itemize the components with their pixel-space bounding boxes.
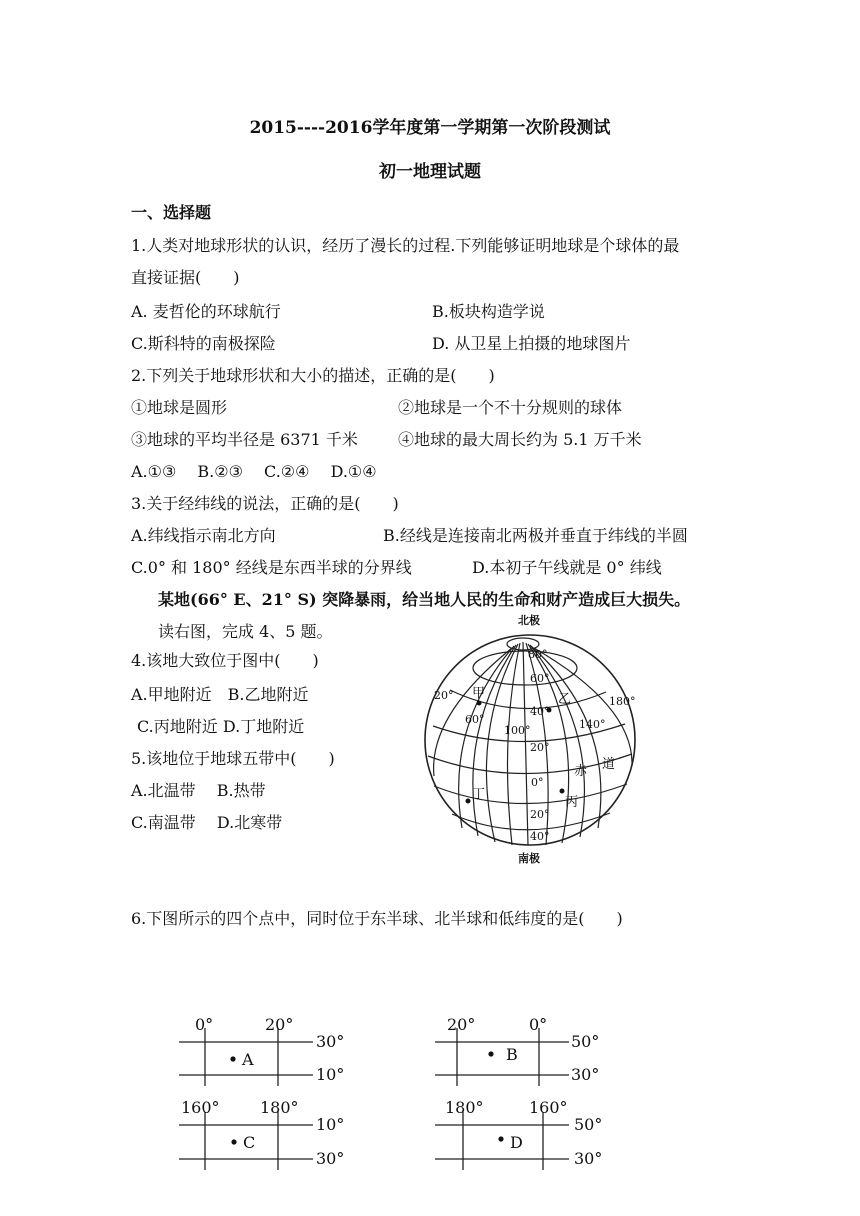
q4-stem: 4.该地大致位于图中( )	[131, 651, 319, 670]
label-lon-140: 140°	[579, 718, 606, 731]
grid-d-point-label: D	[510, 1133, 523, 1152]
grid-c	[175, 1094, 365, 1176]
grid-a-point-label: A	[242, 1050, 254, 1069]
q2-item-1: ①地球是圆形	[131, 398, 228, 417]
grid-b-lon-right-label: 0°	[529, 1015, 548, 1034]
q1-option-a: A. 麦哲伦的环球航行	[131, 302, 281, 321]
q1-option-c: C.斯科特的南极探险	[131, 334, 276, 353]
q1-stem-line1: 1.人类对地球形状的认识，经历了漫长的过程.下列能够证明地球是个球体的最	[131, 236, 680, 255]
q4-options-line2: C.丙地附近 D.丁地附近	[137, 717, 305, 736]
grid-b-lon-left-label: 20°	[447, 1015, 476, 1034]
exam-title: 2015----2016学年度第一学期第一次阶段测试	[249, 118, 611, 138]
q2-options: A.①③ B.②③ C.②④ D.①④	[131, 462, 377, 481]
grid-c-lat-top-label: 10°	[316, 1115, 345, 1134]
globe-figure	[410, 606, 650, 868]
q1-stem-line2: 直接证据( )	[131, 268, 240, 287]
q2-stem: 2.下列关于地球形状和大小的描述，正确的是( )	[131, 366, 495, 385]
label-north-pole: 北极	[518, 614, 540, 627]
label-point-yi: 乙	[558, 692, 572, 707]
grid-a-lat-top-label: 30°	[316, 1032, 345, 1051]
label-lon-60: 60°	[465, 713, 485, 726]
label-point-jia: 甲	[472, 686, 486, 701]
grid-c-lat-bottom-label: 30°	[316, 1149, 345, 1168]
label-lat-80: 80°	[528, 648, 548, 661]
exam-subtitle: 初一地理试题	[379, 162, 481, 182]
q2-item-2: ②地球是一个不十分规则的球体	[398, 398, 623, 417]
label-lat-60n: 60°	[530, 672, 550, 685]
label-lon-100: 100°	[504, 724, 531, 737]
section-heading: 一、选择题	[131, 203, 212, 222]
grid-c-point	[231, 1139, 236, 1144]
label-lat-40s: 40°	[530, 830, 550, 843]
point-ding	[466, 799, 471, 804]
label-point-bing: 丙	[565, 795, 579, 810]
grid-d	[433, 1094, 623, 1176]
grid-d-lat-top-label: 50°	[574, 1115, 603, 1134]
label-lon-20: 20°	[434, 689, 454, 702]
q5-options-line1: A.北温带 B.热带	[131, 781, 266, 800]
q1-option-b: B.板块构造学说	[432, 302, 545, 321]
grid-d-lat-bottom-label: 30°	[574, 1149, 603, 1168]
q2-item-4: ④地球的最大周长约为 5.1 万千米	[398, 430, 642, 449]
meridian-2	[486, 644, 518, 842]
label-lat-20n: 20°	[530, 741, 550, 754]
grid-d-point	[498, 1136, 503, 1141]
grid-d-lon-right-label: 160°	[529, 1098, 568, 1117]
q3-option-c: C.0° 和 180° 经线是东西半球的分界线	[131, 558, 412, 577]
context-line-1: 某地(66° E、21° S) 突降暴雨，给当地人民的生命和财产造成巨大损失。	[158, 590, 691, 609]
label-lat-20s: 20°	[530, 808, 550, 821]
point-bing	[560, 789, 565, 794]
label-lon-180: 180°	[609, 695, 636, 708]
grid-c-lon-left-label: 160°	[181, 1098, 220, 1117]
context-line-2: 读右图，完成 4、5 题。	[158, 622, 333, 641]
grid-b-lat-bottom-label: 30°	[571, 1065, 600, 1084]
grid-d-lon-left-label: 180°	[445, 1098, 484, 1117]
label-lat-40n: 40°	[530, 705, 550, 718]
meridian-8	[508, 643, 521, 845]
q3-option-d: D.本初子午线就是 0° 纬线	[472, 558, 662, 577]
grid-a-point	[230, 1056, 235, 1061]
q4-options-line1: A.甲地附近 B.乙地附近	[131, 685, 309, 704]
point-jia	[477, 701, 482, 706]
label-point-ding: 丁	[472, 787, 486, 802]
meridian-1	[523, 642, 528, 845]
grid-c-lon-right-label: 180°	[260, 1098, 299, 1117]
q1-option-d: D. 从卫星上拍摄的地球图片	[432, 334, 631, 353]
grid-a-lon-left-label: 0°	[195, 1015, 214, 1034]
q5-stem: 5.该地位于地球五带中( )	[131, 749, 335, 768]
grid-b	[433, 1012, 623, 1092]
grid-b-lat-top-label: 50°	[571, 1032, 600, 1051]
label-equator-1: 赤	[574, 764, 588, 779]
grid-b-point	[488, 1051, 493, 1056]
grid-c-point-label: C	[243, 1133, 256, 1152]
grid-a-lat-bottom-label: 10°	[316, 1065, 345, 1084]
q6-stem: 6.下图所示的四个点中，同时位于东半球、北半球和低纬度的是( )	[131, 909, 623, 928]
grid-b-point-label: B	[506, 1045, 518, 1064]
label-lat-0: 0°	[531, 776, 544, 789]
grid-a-lon-right-label: 20°	[265, 1015, 294, 1034]
label-equator-2: 道	[602, 757, 616, 772]
q3-stem: 3.关于经纬线的说法，正确的是( )	[131, 494, 399, 513]
q2-item-3: ③地球的平均半径是 6371 千米	[131, 430, 358, 449]
q5-options-line2: C.南温带 D.北寒带	[131, 813, 283, 832]
q3-option-b: B.经线是连接南北两极并垂直于纬线的半圆	[383, 526, 688, 545]
grid-a	[175, 1012, 365, 1092]
label-south-pole: 南极	[518, 852, 540, 865]
q3-option-a: A.纬线指示南北方向	[131, 526, 276, 545]
